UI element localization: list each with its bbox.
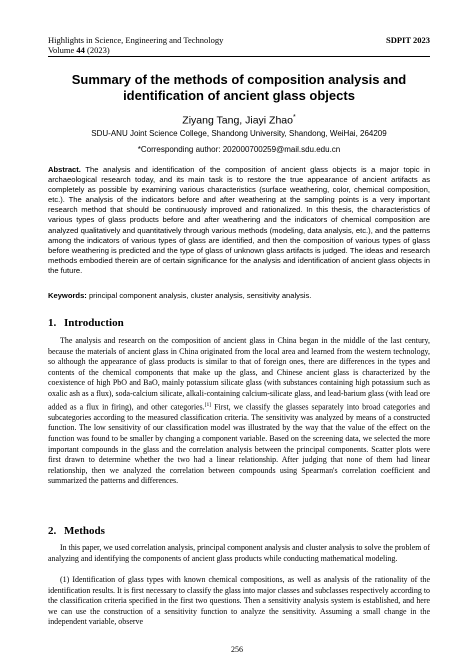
author-list xyxy=(48,112,430,127)
journal-name: Highlights in Science, Engineering and Technology xyxy=(48,35,224,45)
methods-paragraph xyxy=(48,575,430,628)
introduction-paragraph xyxy=(48,336,430,487)
corresponding-author: *Corresponding author: 202000700259@mail.sdu.edu.cn xyxy=(137,145,341,154)
volume-prefix: Volume xyxy=(48,45,77,55)
volume-year: (2023) xyxy=(84,45,110,55)
page-number: 256 xyxy=(231,645,243,654)
conference-name: SDPIT 2023 xyxy=(385,35,430,45)
abstract-label: Abstract. xyxy=(48,165,81,174)
affiliation: SDU-ANU Joint Science College, Shandong University, Shandong, WeiHai, 264209 xyxy=(91,129,387,138)
keywords-text: principal component analysis, cluster analysis, sensitivity analysis. xyxy=(86,291,312,300)
keywords-label: Keywords: xyxy=(48,291,87,300)
paper-title: Summary of the methods of composition analysis and identification of ancient glass objects xyxy=(71,72,407,103)
section-heading-introduction xyxy=(48,317,430,330)
volume-number: 44 xyxy=(76,45,85,55)
methods-text-2: (1) Identification of glass types with known chemical compositions, as well as analysis of the rationality of the identification results. It is first necessary to classify the glass into major classes and subclasses respectively according to the classification criteria specified in the first two questions. Then a sensitivity analysis system is established, and here we can use the construction of a sensitivity function to analyze the sensitivity. Assuming a small change in the independent variable, observe xyxy=(48,575,430,627)
section-heading-methods xyxy=(48,525,430,538)
citation: [1] xyxy=(204,401,212,408)
abstract xyxy=(48,165,430,276)
section-title: Methods xyxy=(64,525,105,537)
section-number: 2. xyxy=(48,525,57,537)
volume-info xyxy=(48,45,110,55)
corresponding-mark: * xyxy=(292,114,296,121)
methods-text-1: In this paper, we used correlation analysis, principal component analysis and cluster analysis to solve the problem of analyzing and identifying the components of ancient glass products while conducting mathematical modeling. xyxy=(48,543,430,563)
keywords xyxy=(48,291,430,301)
section-title: Introduction xyxy=(64,317,124,329)
intro-text-a: The analysis and research on the composition of ancient glass in China began in the middle of the last century, because the materials of ancient glass in China originated from the local area and learned from the western technology, so although the appearance of glass products is similar to that of foreign ones, there are differences in the types and contents of the chemical components that make up the glass, and Chinese ancient glass is characterized by the coexistence of high PbO and BaO, mainly potassium silicate glass (with substances containing high potassium such as oxalic ash as a flux), soda-calcium silicate, alkali-containing calcium-silicate glass, and lead-barium glass (with lead ore added as a flux in firing), and other categories. xyxy=(48,336,430,412)
abstract-text: The analysis and identification of the composition of ancient glass objects is a major topic in archaeological research today, and its main task is to restore the true appearance of ancient artifacts as completely as possible by examining various characteristics (surface weathering, color, chemical composition, etc.). The analysis of the indicators before and after weathering at the sampling points is a very important research method that should be continuously improved and rationalized. In this thesis, the characteristics of various types of glass products before and after weathering and the indicators of chemical composition are analyzed qualitatively and quantitatively through various methods (modeling, data analysis, etc.), and the patterns among the indicators of various types of glass are identified, and then the composition of various types of glass before weathering is predicted and the type of glass of unknown glass artifacts is judged. The ideas and research methods embodied therein are of certain significance for the analysis and identification of ancient glass objects in the future. xyxy=(48,165,430,275)
author-names: Ziyang Tang, Jiayi Zhao xyxy=(182,114,293,127)
intro-text-b: First, we classify the glasses separately into broad categories and subcategories according to the measured classification criteria. The sensitivity was analyzed by means of a constructed function. The low sensitivity of our classification model was illustrated by the way that the value of the effect on the function was found to be smaller by changing a component variable. Based on the screening data, we selected the more important compounds in the glass and the correlation analysis between the principal components. Scatter plots were first drawn to determine whether the two had a linear relationship. After judging that none of them had linear relationship, then we analyzed the correlation between compounds using Spearman's correlation coefficient and summarized the patterns and differences. xyxy=(48,402,430,486)
header-rule xyxy=(48,56,430,57)
section-number: 1. xyxy=(48,317,57,329)
methods-paragraph xyxy=(48,543,430,564)
